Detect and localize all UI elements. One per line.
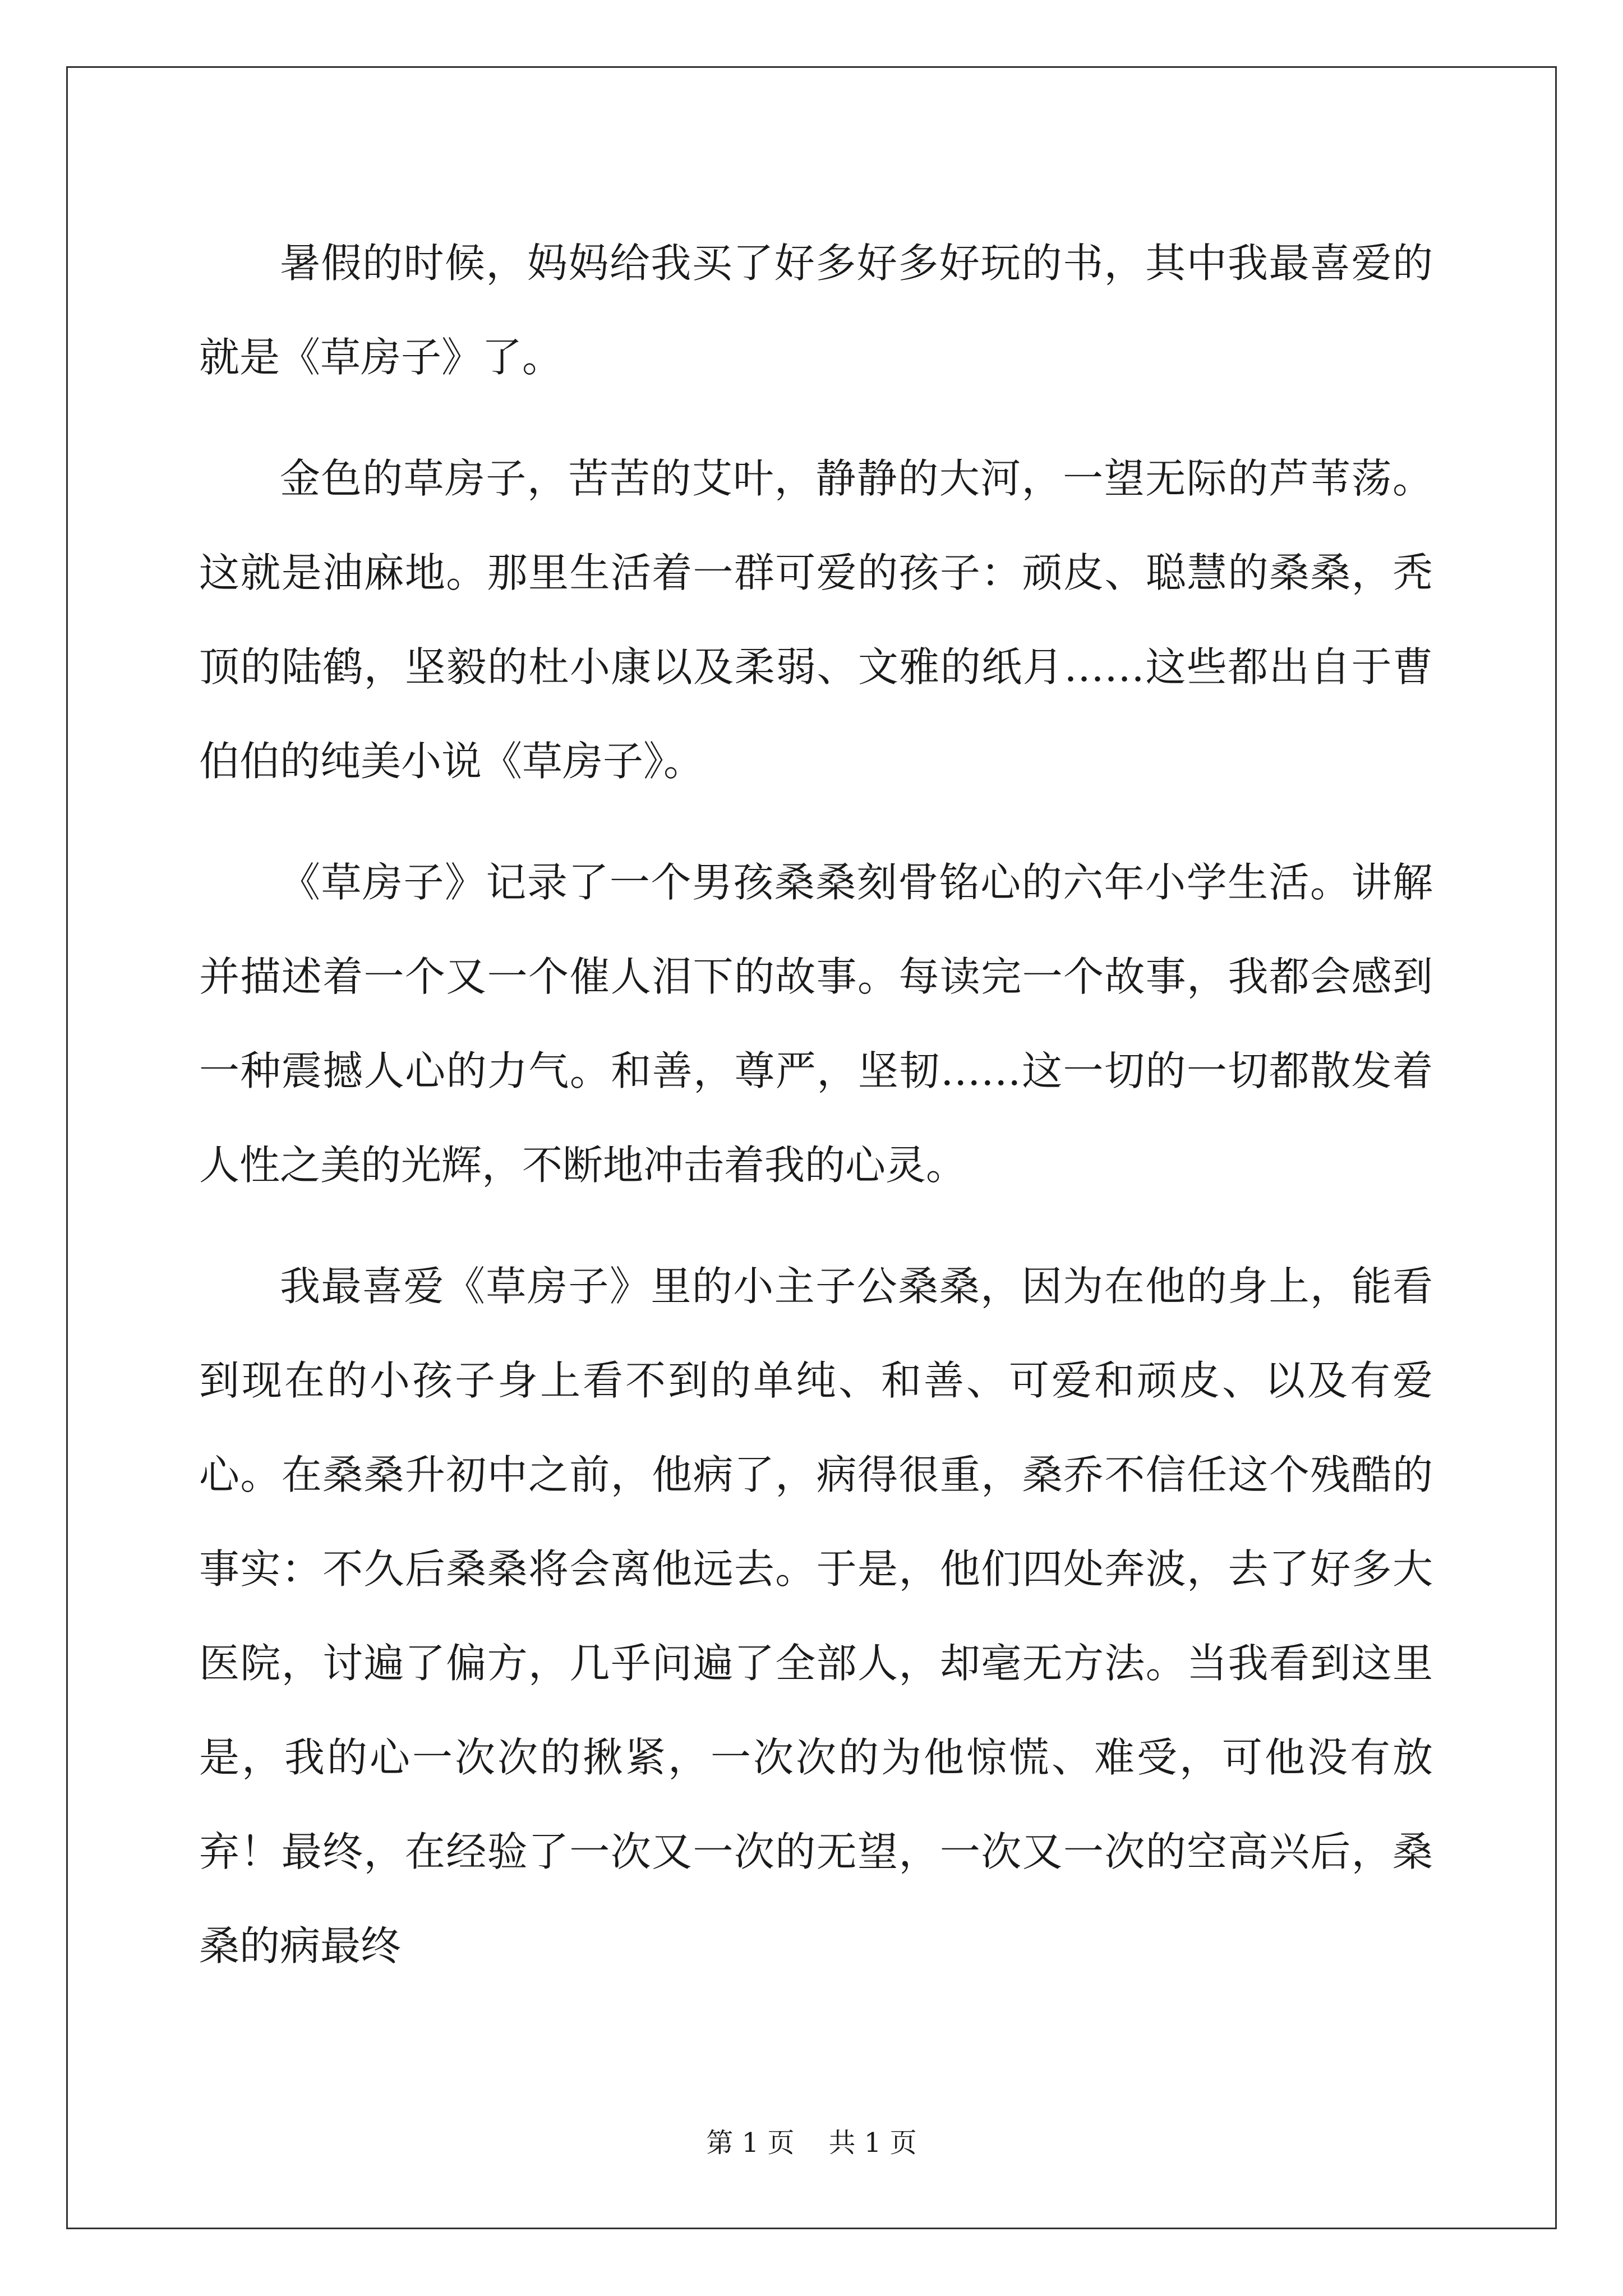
paragraph: 我最喜爱《草房子》里的小主子公桑桑，因为在他的身上，能看到现在的小孩子身上看不到的单纯、和善、可爱和顽皮、以及有爱心。在桑桑升初中之前，他病了，病得很重，桑乔不信任这个残酷的事实：不久后桑桑将会离他远去。于是，他们四处奔波，去了好多大医院，讨遍了偏方，几乎问遍了全部人，却毫无方法。当我看到这里是，我的心一次次的揪紧，一次次的为他惊慌、难受，可他没有放弃！最终，在经验了一次又一次的无望，一次又一次的空高兴后，桑桑的病最终 (199, 1263, 1433, 1970)
paragraph: 暑假的时候，妈妈给我买了好多好多好玩的书，其中我最喜爱的就是《草房子》了。 (199, 240, 1433, 381)
paragraph: 金色的草房子，苦苦的艾叶，静静的大河，一望无际的芦苇荡。这就是油麻地。那里生活着一群可爱的孩子：顽皮、聪慧的桑桑，秃顶的陆鹤，坚毅的杜小康以及柔弱、文雅的纸月……这些都出自于曹伯伯的纯美小说《草房子》。 (199, 455, 1433, 785)
page-number-footer: 第 1 页 共 1 页 (706, 2127, 917, 2159)
paragraph: 《草房子》记录了一个男孩桑桑刻骨铭心的六年小学生活。讲解并描述着一个又一个催人泪下的故事。每读完一个故事，我都会感到一种震撼人心的力气。和善，尊严，坚韧……这一切的一切都散发着人性之美的光辉，不断地冲击着我的心灵。 (199, 859, 1433, 1189)
document-body (199, 216, 1433, 2020)
